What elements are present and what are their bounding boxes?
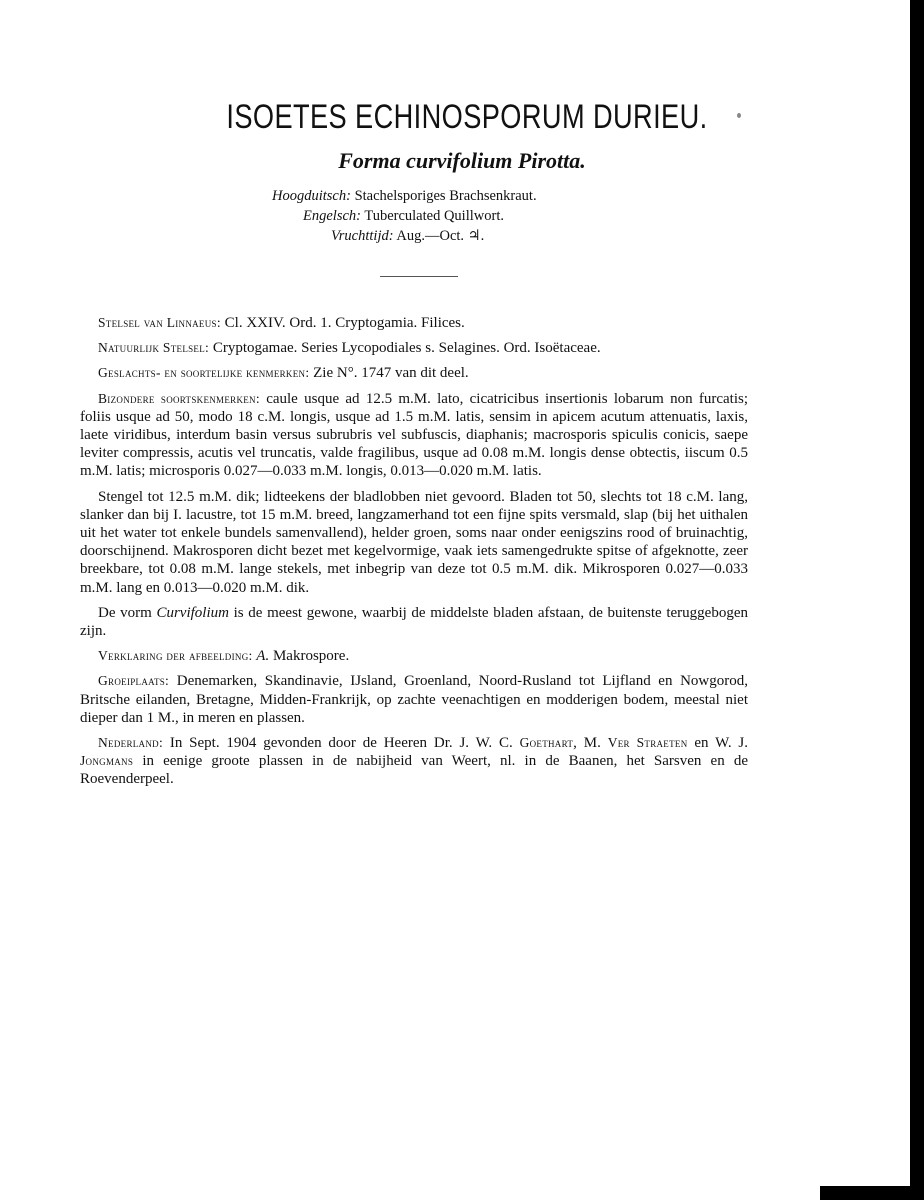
species-characters: Bizondere soortskenmerken: caule usque ad 12.5 m.M. lato, cicatricibus insertionis lobarum non furcatis; foliis usque ad 50, modo 18 c.M. longis, usque ad 1.5 m.M. latis, sensim in apicem acutum attenuatis, laxis, laete viridibus, interdum basin versus subrubris vel subfuscis, diaphanis; macrosporis spiculis conicis, saepe leviter compressis, acutis vel truncatis, valde fragilibus, usque ad 0.08 m.M. longis dense obtectis, iiscum 0.5 m.M. latis; microsporis 0.027—0.033 m.M. longis, 0.013—0.020 m.M. latis. [80, 390, 749, 480]
netherlands-finding: Nederland: In Sept. 1904 gevonden door de Heeren Dr. J. W. C. Goethart, M. Ver Straeten en W. J. Jongmans in eenige groote plassen in de nabijheid van Weert, nl. in de Baanen, het Sarsven en de Roevenderpeel. [80, 735, 749, 788]
main-text [80, 314, 748, 796]
natural-system: Natuurlijk Stelsel: Cryptogamae. Series Lycopodiales s. Selagines. Ord. Isoëtaceae. [98, 340, 601, 357]
name-german: Hoogduitsch: Stachelsporiges Brachsenkraut. [272, 188, 537, 204]
scan-edge-bottom [820, 1186, 924, 1200]
description-dutch: Stengel tot 12.5 m.M. dik; lidteekens der bladlobben niet gevoord. Bladen tot 50, slechts tot 18 c.M. lang, slanker dan bij I. lacustre, tot 15 m.M. breed, langzamerhand tot een fijne spits versmald, slap (bij het uithalen uit het water tot enkele bundels samenvallend), helder groen, soms naar onder eenigszins rood of bruinachtig, doorschijnend. Makrosporen dicht bezet met kegelvormige, vaak iets samengedrukte spitse of afgeknotte, zeer breekbare, tot 0.08 m.M. lange stekels, met inbegrip van deze tot 0.5 m.M. dik. Mikrosporen 0.027—0.033 m.M. lang en 0.013—0.020 m.M. dik. [80, 488, 748, 596]
genus-characters: Geslachts- en soortelijke kenmerken: Zie N°. 1747 van dit deel. [98, 365, 469, 382]
scan-edge-right [910, 0, 924, 1200]
fruiting-time: Vruchttijd: Aug.—Oct. ♃. [331, 228, 485, 244]
page-title: ISOETES ECHINOSPORUM DURIEU. [226, 98, 708, 136]
name-english: Engelsch: Tuberculated Quillwort. [303, 208, 504, 224]
figure-explanation: Verklaring der afbeelding: A. Makrospore. [98, 648, 350, 665]
page-subtitle: Forma curvifolium Pirotta. [338, 148, 586, 173]
habitat: Groeiplaats: Denemarken, Skandinavie, IJsland, Groenland, Noord-Rusland tot Lijfland en Nowgorod, Britsche eilanden, Bretagne, Midden-Frankrijk, op zachte veenachtigen en modderigen bodem, meestal niet dieper dan 1 M., in meren en plassen. [80, 673, 748, 726]
linnaeus-system: Stelsel van Linnaeus: Cl. XXIV. Ord. 1. Cryptogamia. Filices. [98, 315, 465, 331]
divider [380, 276, 458, 277]
form-note: De vorm Curvifolium is de meest gewone, waarbij de middelste bladen afstaan, de buitenste teruggebogen zijn. [80, 604, 748, 640]
